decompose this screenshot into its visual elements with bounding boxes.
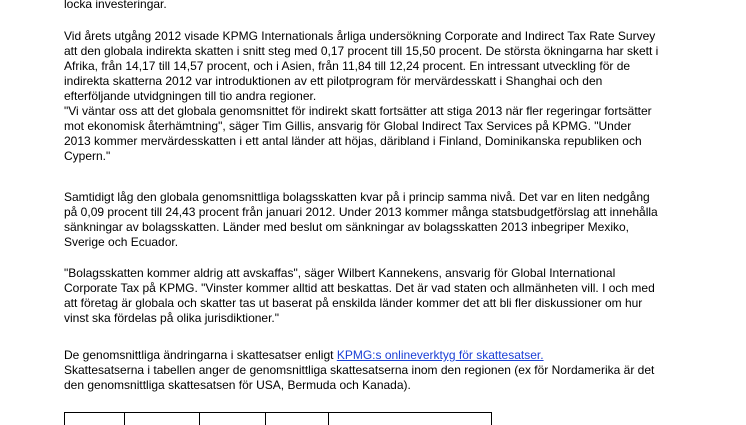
text-line: efterföljande utvidgningen till tio andra regioner. — [64, 89, 317, 103]
tax-rate-tool-link[interactable]: KPMG:s onlineverktyg för skattesatser. — [336, 348, 544, 362]
text-line: "Bolagsskatten kommer aldrig att avskaffas", säger Wilbert Kannekens, ansvarig för Global International — [64, 266, 616, 280]
text-line: Samtidigt låg den globala genomsnittliga bolagsskatten kvar på i princip samma nivå. Det var en liten nedgång — [64, 190, 650, 204]
table-header-cell — [265, 413, 327, 425]
text-line: Sverige och Ecuador. — [64, 235, 179, 249]
table-header-cell — [199, 413, 265, 425]
text-line: locka investeringar. — [64, 0, 167, 11]
text-line: Vid årets utgång 2012 visade KPMG Internationals årliga undersökning Corporate and Indirect Tax Rate Survey — [64, 29, 656, 43]
text-line: Skattesatserna i tabellen anger de genomsnittliga skattesatserna inom den regionen (ex för Nordamerika är det — [64, 363, 655, 377]
table-header-cell — [64, 413, 124, 425]
text-line: "Vi väntar oss att det globala genomsnittet för indirekt skatt fortsätter att stiga 2013 när fler regeringar fortsätter — [64, 104, 652, 118]
table-header-cell — [328, 413, 492, 425]
text-line: att den globala indirekta skatten i snitt steg med 0,17 procent till 15,50 procent. De största ökningarna har skett i — [64, 44, 659, 58]
text-line: mot ekonomisk återhämtning", säger Tim Gillis, ansvarig för Global Indirect Tax Services på KPMG. "Under — [64, 119, 632, 133]
text-line: Corporate Tax på KPMG. "Vinster kommer alltid att beskattas. Det är vad staten och allmänheten vill. I och med — [64, 281, 655, 295]
text-line: på 0,09 procent till 24,43 procent från januari 2012. Under 2013 kommer många statsbudgetförslag att innehålla — [64, 205, 658, 219]
table-header-cell — [124, 413, 198, 425]
text-line: indirekta skatterna 2012 var introduktionen av ett pilotprogram för mervärdesskatt i Shanghai och den — [64, 74, 603, 88]
text-line: Afrika, från 14,17 till 14,57 procent, och i Asien, från 11,84 till 12,24 procent. En intressant utveckling för de — [64, 59, 631, 73]
text-line: att företag är globala och skatter tas ut baserat på enskilda länder kommer det att bli fler diskussioner om hur — [64, 296, 643, 310]
text-line: Cypern." — [64, 149, 111, 163]
text-line: vinst ska fördelas på olika jurisdiktioner." — [64, 311, 280, 325]
text-line: sänkningar av bolagsskatten. Länder med beslut om sänkningar av bolagsskatten 2013 inbegriper Mexiko, — [64, 220, 630, 234]
text-line: den genomsnittliga skattesatsen för USA, Bermuda och Kanada). — [64, 378, 411, 392]
text-line — [64, 348, 544, 363]
text-line: 2013 kommer mervärdesskatten i ett antal länder att höjas, däribland i Finland, Dominikanska republiken och — [64, 134, 642, 148]
text-span: De genomsnittliga ändringarna i skattesatser enligt — [64, 348, 337, 362]
